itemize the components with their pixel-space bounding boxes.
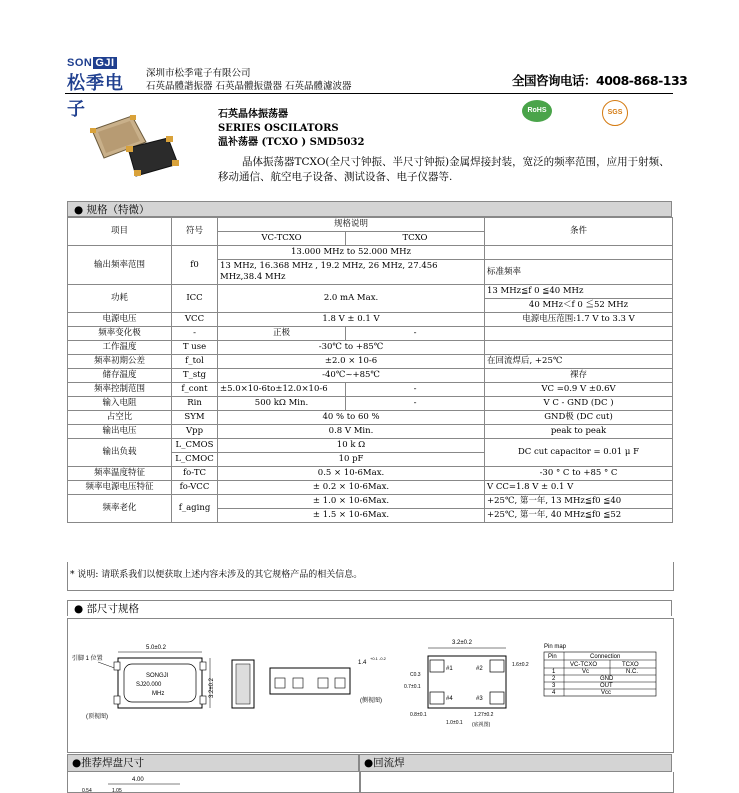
- end-inner: [236, 664, 250, 704]
- cell-value: 0.8 V Min.: [218, 425, 485, 439]
- product-photo: [84, 108, 184, 180]
- cell-condition: 电源电压范围:1.7 V to 3.3 V: [485, 313, 673, 327]
- bottom-pad: [490, 692, 504, 704]
- pinmap-conn: Vcc: [601, 690, 612, 696]
- cell-condition: +25℃, 第一年, 13 MHz≦f0 ≦40: [485, 495, 673, 509]
- header-symbol: 符号: [172, 218, 218, 246]
- cell-value: 40 % to 60 %: [218, 411, 485, 425]
- marking-line3: MHz: [152, 691, 165, 697]
- cell-symbol: T use: [172, 341, 218, 355]
- header-vctcxo: VC-TCXO: [218, 232, 346, 246]
- bottom-pad: [490, 660, 504, 672]
- bottom-view-caption: (底视图): [472, 722, 491, 728]
- cell-value: ± 1.0 × 10-6Max.: [218, 495, 485, 509]
- pinmap-header-conn: Connection: [590, 654, 621, 660]
- pinmap-pin: 2: [552, 676, 556, 682]
- side-pad: [293, 678, 303, 688]
- marking-line2: SJ20.000: [136, 682, 162, 688]
- top-view: [72, 645, 215, 720]
- cell-item: 频率电源电压特征: [68, 481, 172, 495]
- cell-condition: 裸存: [485, 369, 673, 383]
- cell-value: ± 1.5 × 10-6Max.: [218, 509, 485, 523]
- cell-value: 10 k Ω: [218, 439, 485, 453]
- product-title: [218, 108, 364, 150]
- pad: [200, 662, 206, 670]
- cell-symbol: f0: [172, 246, 218, 285]
- top-height-label: 3.2±0.2: [209, 678, 215, 698]
- pinmap-vc: Vc: [582, 669, 590, 675]
- header-tcxo: TCXO: [346, 232, 485, 246]
- pinmap-header-vc: VC-TCXO: [570, 662, 597, 668]
- cell-item: 频率温度特征: [68, 467, 172, 481]
- pinmap-header-pin: Pin: [548, 654, 557, 660]
- pinmap-pin: 1: [552, 669, 556, 675]
- cell-value: 10 pF: [218, 453, 485, 467]
- cell-symbol: fo-TC: [172, 467, 218, 481]
- cell-item: 频率控制范围: [68, 383, 172, 397]
- hotline: 全国咨询电话：4008-868-133: [512, 73, 688, 88]
- cell-symbol: L_CMOS: [172, 439, 218, 453]
- cell-condition: GND极 (DC cut): [485, 411, 673, 425]
- cell-value: ±5.0×10-6to±12.0×10-6: [218, 383, 346, 397]
- pad-layout-dim: 4.00: [132, 777, 144, 783]
- spec-table: [67, 217, 673, 523]
- cell-symbol: Rin: [172, 397, 218, 411]
- sgs-cert-icon: SGS: [602, 100, 628, 126]
- bottom-view: [404, 640, 529, 728]
- dimension-drawing: [70, 630, 670, 748]
- cell-condition: [485, 246, 673, 260]
- pad: [114, 696, 120, 704]
- product-subtitle: 温补荡器 (TCXO ) SMD5032: [218, 137, 365, 148]
- pin-map: [544, 644, 656, 696]
- header-condition: 条件: [485, 218, 673, 246]
- cell-item: 输出负载: [68, 439, 172, 467]
- company-logo: [67, 57, 141, 120]
- cell-symbol: ICC: [172, 285, 218, 313]
- cell-symbol: fo-VCC: [172, 481, 218, 495]
- pinmap-conn: OUT: [600, 683, 613, 689]
- cell-symbol: f_cont: [172, 383, 218, 397]
- pinmap-conn: GND: [600, 676, 614, 682]
- dim-section-header: ● 部尺寸规格: [67, 600, 672, 616]
- cell-condition: V CC=1.8 V ± 0.1 V: [485, 481, 673, 495]
- pad: [114, 662, 120, 670]
- dim-c2-label: 0.7±0.1: [404, 684, 421, 690]
- cell-value: 1.8 V ± 0.1 V: [218, 313, 485, 327]
- cell-symbol: VCC: [172, 313, 218, 327]
- cell-item: 输出频率范围: [68, 246, 172, 285]
- cell-symbol: -: [172, 327, 218, 341]
- dim-c4-label: 1.0±0.1: [446, 720, 463, 726]
- pin1-label: 引脚 1 位置: [72, 656, 103, 662]
- side-view: [270, 656, 387, 704]
- cell-item: 工作温度: [68, 341, 172, 355]
- header-spec: 规格说明: [218, 218, 485, 232]
- cell-value: -: [346, 397, 485, 411]
- cell-symbol: SYM: [172, 411, 218, 425]
- product-description: 晶体振荡器TCXO(全尺寸钟振、半尺寸钟振)金属焊接封装，宽泛的频率范围，应用于射频、移动通信、航空电子设备、测试设备、电子仪器等.: [218, 156, 670, 183]
- company-name: 深圳市松季電子有限公司: [146, 68, 251, 79]
- bottom-pad: [430, 692, 444, 704]
- pad1-label: #1: [446, 666, 453, 672]
- cell-symbol: f_tol: [172, 355, 218, 369]
- top-view-caption: (顶视图): [86, 714, 108, 720]
- cell-condition: -30 ° C to +85 ° C: [485, 467, 673, 481]
- cell-item: 电源电压: [68, 313, 172, 327]
- cell-condition: [485, 327, 673, 341]
- pad: [200, 696, 206, 704]
- cell-item: 输入电阻: [68, 397, 172, 411]
- dim-c3-label: 0.8±0.1: [410, 712, 427, 718]
- cell-value: 0.5 × 10-6Max.: [218, 467, 485, 481]
- cell-item: 功耗: [68, 285, 172, 313]
- pad2-label: #2: [476, 666, 483, 672]
- product-title-en: SERIES OSCILATORS: [218, 123, 339, 134]
- header-item: 项目: [68, 218, 172, 246]
- pad4-label: #4: [446, 696, 453, 702]
- cell-condition: +25℃, 第一年, 40 MHz≦f0 ≦52: [485, 509, 673, 523]
- cell-item: 储存温度: [68, 369, 172, 383]
- company-products: 石英晶體諧振器 石英晶體振盪器 石英晶體濾波器: [146, 81, 352, 92]
- marking-line1: SONGJI: [146, 673, 169, 679]
- height-tol: +0.1 -0.2: [370, 656, 386, 661]
- side-pad: [318, 678, 328, 688]
- cell-item: 频率老化: [68, 495, 172, 523]
- cell-item: 占空比: [68, 411, 172, 425]
- pad-layout-header: ●推荐焊盘尺寸: [67, 754, 359, 772]
- top-width-label: 5.0±0.2: [146, 645, 166, 651]
- dim-c5-label: 1.27±0.2: [474, 712, 494, 718]
- pad-height-label: 1.6±0.2: [512, 662, 529, 668]
- rohs-badge: RoHS: [522, 100, 552, 122]
- side-pad: [275, 678, 285, 688]
- cell-value: 正极: [218, 327, 346, 341]
- cell-value: 500 kΩ Min.: [218, 397, 346, 411]
- cell-value: ±2.0 × 10-6: [218, 355, 485, 369]
- cell-condition: VC =0.9 V ±0.6V: [485, 383, 673, 397]
- cell-item: 频率变化极: [68, 327, 172, 341]
- cell-condition: 标准频率: [485, 260, 673, 285]
- pad3-label: #3: [476, 696, 483, 702]
- cell-condition: 13 MHz≦f 0 ≦40 MHz: [485, 285, 673, 299]
- cell-value: 13 MHz, 16.368 MHz , 19.2 MHz, 26 MHz, 27.456 MHz,38.4 MHz: [218, 260, 485, 285]
- side-view-caption: (侧视图): [360, 698, 382, 704]
- chamfer-label: C0.3: [410, 672, 421, 678]
- logo-top-text: SON: [67, 57, 93, 69]
- pinmap-tc: N.C.: [626, 669, 638, 675]
- cell-symbol: f_aging: [172, 495, 218, 523]
- pinmap-pin: 3: [552, 683, 556, 689]
- reflow-body: [359, 772, 674, 793]
- cell-value: -40℃~+85℃: [218, 369, 485, 383]
- side-pad: [335, 678, 345, 688]
- pinmap-pin: 4: [552, 690, 556, 696]
- cell-value: -: [346, 383, 485, 397]
- cell-symbol: L_CMOC: [172, 453, 218, 467]
- cell-condition: 在回流焊后, +25℃: [485, 355, 673, 369]
- cell-condition: DC cut capacitor = 0.01 μ F: [485, 439, 673, 467]
- pinmap-title: Pin map: [544, 644, 567, 650]
- pad-width-label: 3.2±0.2: [452, 640, 472, 646]
- spec-note: * 说明: 请联系我们以便获取上述内容未涉及的其它规格产品的相关信息。: [70, 570, 363, 580]
- cell-value: 2.0 mA Max.: [218, 285, 485, 313]
- spec-section-header: ● 规格（特微）: [67, 201, 672, 217]
- pinmap-header-tc: TCXO: [622, 662, 639, 668]
- end-view: [232, 660, 254, 708]
- company-info: [146, 67, 352, 93]
- cell-item: 频率初期公差: [68, 355, 172, 369]
- bottom-pad: [430, 660, 444, 672]
- logo-bottom-text: 松季电子: [67, 73, 124, 120]
- cell-condition: peak to peak: [485, 425, 673, 439]
- reflow-header: ●回流焊: [359, 754, 672, 772]
- cell-symbol: T_stg: [172, 369, 218, 383]
- pad-layout-dim2: 0.54: [82, 788, 92, 792]
- pad-layout-dim3: 1.05: [112, 788, 122, 792]
- cell-value: 13.000 MHz to 52.000 MHz: [218, 246, 485, 260]
- cell-value: -: [346, 327, 485, 341]
- pad-layout-drawing: [70, 773, 190, 792]
- cell-condition: V C - GND (DC ): [485, 397, 673, 411]
- product-title-cn: 石英晶体振荡器: [218, 109, 288, 120]
- cell-condition: 40 MHz＜f 0 ≦52 MHz: [485, 299, 673, 313]
- cell-item: 输出电压: [68, 425, 172, 439]
- cell-value: ± 0.2 × 10-6Max.: [218, 481, 485, 495]
- logo-top-tail: GJI: [95, 57, 115, 69]
- height-label: 1.4: [358, 660, 367, 666]
- cell-value: -30℃ to +85℃: [218, 341, 485, 355]
- header-divider: [65, 93, 673, 94]
- cell-symbol: Vpp: [172, 425, 218, 439]
- cell-condition: [485, 341, 673, 355]
